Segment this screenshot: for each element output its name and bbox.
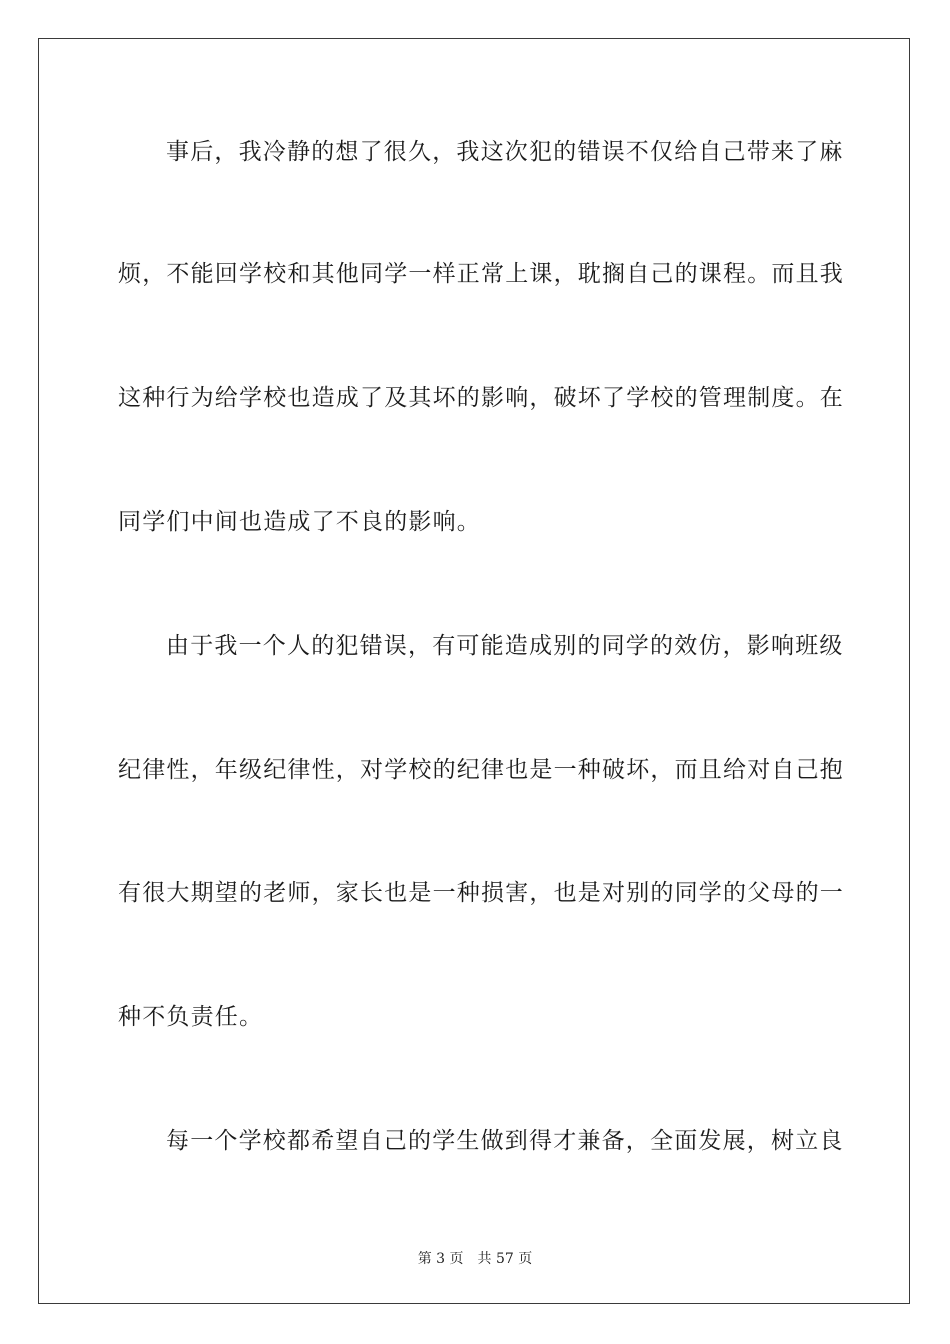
paragraph-line: 纪律性，年级纪律性，对学校的纪律也是一种破坏，而且给对自己抱 [118,757,844,783]
paragraph-line: 烦，不能回学校和其他同学一样正常上课，耽搁自己的课程。而且我 [118,261,844,287]
paragraph-line: 事后，我冷静的想了很久，我这次犯的错误不仅给自己带来了麻 [166,139,844,165]
paragraph-line: 同学们中间也造成了不良的影响。 [118,509,481,535]
paragraph-line: 每一个学校都希望自己的学生做到得才兼备，全面发展，树立良 [166,1128,844,1154]
page-border [38,38,910,1304]
page-number: 第 3 页 [417,1251,464,1267]
paragraph-line: 由于我一个人的犯错误，有可能造成别的同学的效仿，影响班级 [166,633,844,659]
page-total: 共 57 页 [477,1251,533,1267]
paragraph-line: 这种行为给学校也造成了及其坏的影响，破坏了学校的管理制度。在 [118,385,844,411]
page-footer [0,1248,950,1268]
paragraph-line: 有很大期望的老师，家长也是一种损害，也是对别的同学的父母的一 [118,880,844,906]
paragraph-line: 种不负责任。 [118,1004,264,1030]
